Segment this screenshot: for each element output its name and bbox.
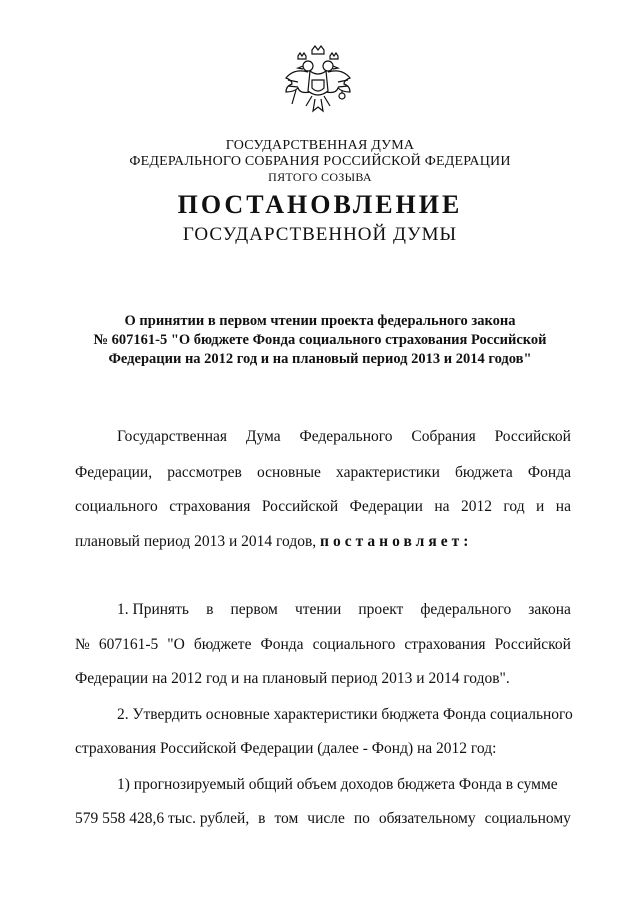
word: и (536, 498, 545, 515)
paragraph-1-line-1 (117, 428, 571, 446)
paragraph-1-line-4 (75, 533, 571, 551)
word: на (555, 498, 571, 515)
word: Фонда (260, 636, 304, 653)
subject-line-1: О принятии в первом чтении проекта федерального закона (124, 313, 516, 329)
paragraph-4-line-2 (75, 810, 571, 828)
word: социального (75, 498, 158, 515)
word: в (258, 810, 266, 827)
word: Федерации, (75, 464, 153, 481)
word: числе (307, 810, 345, 827)
word: № (75, 636, 90, 653)
word: основные (256, 464, 321, 481)
word: Российской (494, 428, 571, 445)
word: 2012 (460, 498, 492, 515)
word: "О (167, 636, 185, 653)
subject-line-3: Федерации на 2012 год и на плановый период 2013 и 2014 годов" (108, 351, 532, 367)
paragraph-2-line-1 (117, 601, 571, 619)
paragraph-3-line-1: 2. Утвердить основные характеристики бюджета Фонда социального (117, 706, 573, 723)
word: обязательному (378, 810, 476, 827)
word: Федерального (299, 428, 393, 445)
word: Российской (261, 498, 339, 515)
word: на (434, 498, 450, 515)
word: 579 558 428,6 тыс. рублей, (75, 810, 250, 827)
word: чтении (294, 601, 342, 618)
word: бюджета (455, 464, 513, 481)
paragraph-2-line-3: Федерации на 2012 год и на плановый период 2013 и 2014 годов". (75, 670, 510, 687)
word: проект (358, 601, 404, 618)
word: Федерации (349, 498, 423, 515)
word: в (206, 601, 214, 618)
word: Дума (245, 428, 281, 445)
paragraph-1-text: плановый период 2013 и 2014 годов, (75, 533, 317, 550)
word: по (353, 810, 370, 827)
word: федерального (420, 601, 512, 618)
word: бюджете (193, 636, 252, 653)
word: социального (312, 636, 396, 653)
document-type-title: ПОСТАНОВЛЕНИЕ (177, 190, 463, 219)
word: закона (528, 601, 571, 618)
word: социальному (484, 810, 571, 827)
word: Фонда (527, 464, 571, 481)
russian-coat-of-arms-icon (282, 44, 354, 124)
resolves-keyword: постановляет: (320, 533, 473, 550)
document-issuer: ГОСУДАРСТВЕННОЙ ДУМЫ (182, 224, 458, 245)
paragraph-1-line-3 (75, 498, 571, 516)
word: том (274, 810, 299, 827)
word: 607161-5 (98, 636, 159, 653)
word: рассмотрев (167, 464, 242, 481)
word: первом (230, 601, 278, 618)
paragraph-4-line-1: 1) прогнозируемый общий объем доходов бюджета Фонда в сумме (117, 776, 558, 793)
subject-line-2: № 607161-5 "О бюджете Фонда социального страхования Российской (93, 332, 547, 348)
paragraph-2-line-2 (75, 636, 571, 654)
word: Собрания (411, 428, 476, 445)
word: Государственная (117, 428, 228, 445)
paragraph-3-line-2: страхования Российской Федерации (далее - Фонд) на 2012 год: (75, 740, 497, 757)
word: страхования (404, 636, 486, 653)
word: год (503, 498, 525, 515)
word: 1. Принять (117, 601, 190, 618)
org-name-line-1: ГОСУДАРСТВЕННАЯ ДУМА (225, 138, 415, 153)
word: Российской (494, 636, 571, 653)
convocation-line: ПЯТОГО СОЗЫВА (268, 170, 372, 184)
word: характеристики (336, 464, 440, 481)
paragraph-1-line-2 (75, 464, 571, 482)
word: страхования (169, 498, 251, 515)
org-name-line-2: ФЕДЕРАЛЬНОГО СОБРАНИЯ РОССИЙСКОЙ ФЕДЕРАЦИИ (129, 154, 511, 169)
